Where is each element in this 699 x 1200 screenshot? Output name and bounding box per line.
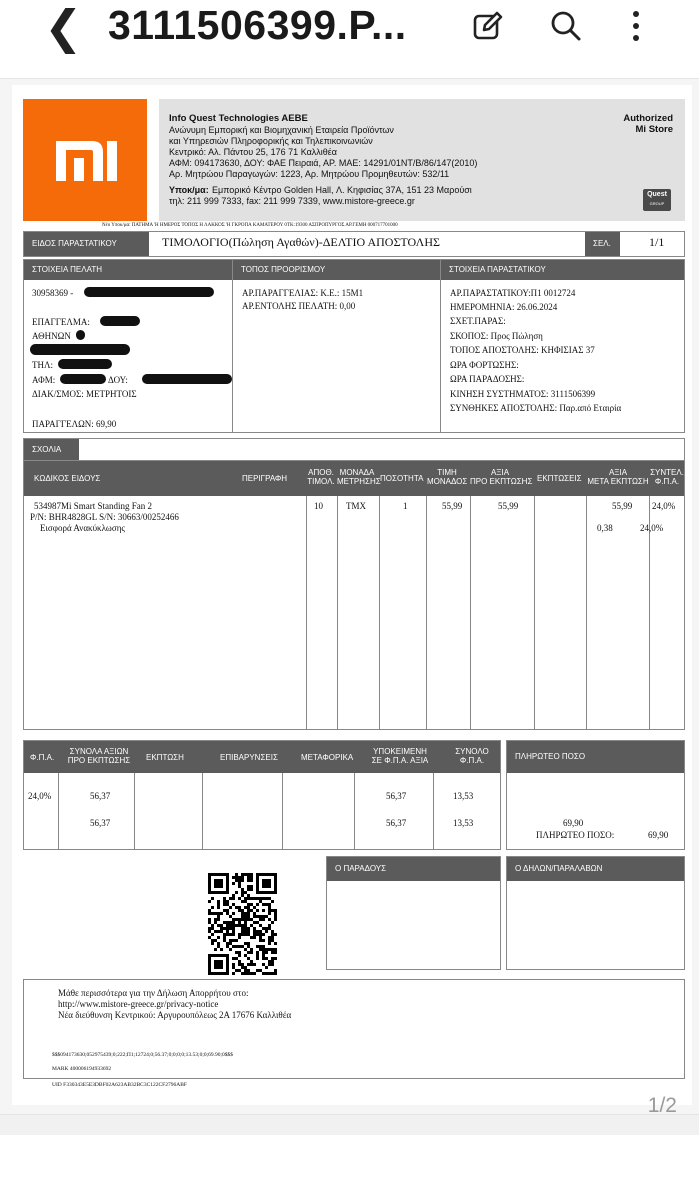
customer-header: ΣΤΟΙΧΕΙΑ ΠΕΛΑΤΗ (24, 260, 232, 280)
customer-phone: ΤΗΛ: (32, 360, 54, 370)
authorized-line-1: Authorized (623, 113, 673, 124)
item-qty: 1 (403, 501, 408, 511)
company-name: Info Quest Technologies AEBE (169, 113, 308, 124)
item-unit: TMX (346, 501, 366, 511)
redaction (58, 359, 112, 369)
doc-info-3: ΣΚΟΠΟΣ: Προς Πώληση (450, 331, 543, 341)
totals-col-vat-total: ΣΥΝΟΛΟ Φ.Π.Α. (455, 747, 489, 765)
redaction (76, 330, 85, 340)
page-indicator: 1/2 (647, 1094, 677, 1117)
doc-info-2: ΣΧΕΤ.ΠΑΡΑΣ: (450, 316, 506, 326)
item-value: 55,99 (498, 501, 519, 511)
uid-code: UID F330343E5E3DBF02A623AB32BC3C122CF2796ABF (52, 1082, 187, 1088)
edit-icon[interactable] (470, 8, 506, 44)
branch-line-1: Εμπορικό Κέντρο Golden Hall, Λ. Κηφισίας 37Α, 151 23 Μαρούσι (212, 185, 472, 195)
totals-col-charges: ΕΠΙΒΑΡΥΝΣΕΙΣ (220, 753, 278, 762)
destination-header: ΤΟΠΟΣ ΠΡΟΟΡΙΣΜΟΥ (233, 260, 440, 280)
new-branch-note: Νέο Υποκ/μα: ΠΑΤΗΜΑ 'Η ΗΜΕΡΟΣ ΤΟΠΟΣ Η ΛΑΚΚΟΣ 'Η ΓΚΡΟΠΑ ΚΑΜΑΤΕΡΟΥ 0ΤΚ:19300 ΑΣΠΡΟΠΥΡΓΟΣ ΑΡ.ΓΕΜΗ 000717701000 (102, 223, 398, 228)
branch-line-2: τηλ: 211 999 7333, fax: 211 999 7339, www.mistore-greece.gr (169, 196, 415, 206)
doc-type-label: ΕΙΔΟΣ ΠΑΡΑΣΤΑΤΙΚΟΥ (24, 232, 149, 256)
page-value: 1/1 (649, 235, 665, 249)
app-toolbar (0, 0, 699, 79)
item-recycling: Εισφορά Ανακύκλωσης (40, 523, 125, 533)
customer-code: 30958369 - (32, 288, 74, 298)
issuer-header: Ο ΠΑΡΑΔΟΥΣ (327, 857, 500, 881)
doc-info-6: ΩΡΑ ΠΑΡΑΔΟΣΗΣ: (450, 374, 525, 384)
col-unit: ΜΟΝΑΔΑ ΜΕΤΡΗΣΗΣ (337, 468, 381, 486)
privacy-line: Μάθε περισσότερα για την Δήλωση Απορρήτου στο: (58, 988, 249, 998)
customer-orders: ΠΑΡΑΓΓΕΛΩΝ: 69,90 (32, 419, 117, 429)
payable-label: ΠΛΗΡΩΤΕΟ ΠΟΣΟ: (536, 830, 615, 840)
totals-col-vat: Φ.Π.Α. (30, 753, 55, 762)
doc-info-1: ΗΜΕΡΟΜΗΝΙΑ: 26.06.2024 (450, 302, 558, 312)
totals-header (24, 741, 500, 773)
payable-total: 69,90 (648, 830, 669, 840)
customer-afm: ΑΦΜ: (32, 375, 56, 385)
item-price: 55,99 (442, 501, 463, 511)
back-arrow-icon[interactable]: ❮ (44, 0, 83, 54)
redaction (60, 374, 106, 384)
col-after-discount: ΑΞΙΑ ΜΕΤΑ ΕΚΠΤΩΣΗ (587, 468, 649, 486)
payable-value: 69,90 (563, 818, 584, 828)
col-value: ΑΞΙΑ ΠΡΟ ΕΚΠΤΩΣΗΣ (470, 468, 533, 486)
redaction (142, 374, 232, 384)
doc-info-5: ΩΡΑ ΦΟΡΤΩΣΗΣ: (450, 360, 519, 370)
totals-taxable-2: 56,37 (386, 818, 407, 828)
page-label: ΣΕΛ. (585, 232, 620, 256)
company-line-5: Αρ. Μητρώου Παραγωγών: 1223, Αρ. Μητρώου Προμηθευτών: 532/11 (169, 169, 450, 179)
privacy-url[interactable]: http://www.mistore-greece.gr/privacy-notice (58, 999, 219, 1009)
order-number: ΑΡ.ΠΑΡΑΓΓΕΛΙΑΣ: Κ.Ε.: 15Μ1 (242, 288, 364, 298)
file-title: 3111506399.P... (108, 2, 407, 48)
company-line-2: και Υπηρεσιών Πληροφορικής και Τηλεπικοινωνιών (169, 136, 373, 146)
document-info-header: ΣΤΟΙΧΕΙΑ ΠΑΡΑΣΤΑΤΙΚΟΥ (441, 260, 684, 280)
col-vat-rate: ΣΥΝΤΕΛ. Φ.Π.Α. (650, 468, 684, 486)
company-line-3: Κεντρικό: Αλ. Πάντου 25, 176 71 Καλλιθέα (169, 147, 338, 157)
fiscal-codes: $$$094173630;052975439;0;222;Π1;12724;0;56.37;0;0;0;0;13.53;0;0;69.90;0$$$ (52, 1052, 234, 1058)
doc-type-value: ΤΙΜΟΛΟΓΙΟ(Πώληση Αγαθών)-ΔΕΛΤΙΟ ΑΠΟΣΤΟΛΗΣ (162, 235, 440, 249)
item-stock: 10 (314, 501, 323, 511)
totals-col-taxable: ΥΠΟΚΕΙΜΕΝΗ ΣΕ Φ.Π.Α. ΑΞΙΑ (371, 747, 429, 765)
totals-col-sum: ΣΥΝΟΛΑ ΑΞΙΩΝ ΠΡΟ ΕΚΠΤΩΣΗΣ (67, 747, 131, 765)
customer-doy: ΔΟΥ: (108, 375, 128, 385)
document-viewer[interactable] (0, 79, 699, 1114)
customer-city: ΑΘΗΝΩΝ (32, 331, 71, 341)
customer-order: ΑΡ.ΕΝΤΟΛΗΣ ΠΕΛΑΤΗ: 0,00 (242, 301, 356, 311)
col-stock: ΑΠΟΘ. ΤΙΜΟΛ. (307, 468, 335, 486)
recycle-vat-rate: 24,0% (640, 523, 664, 533)
doc-info-4: ΤΟΠΟΣ ΑΠΟΣΤΟΛΗΣ: ΚΗΦΙΣΙΑΣ 37 (450, 345, 595, 355)
totals-vat-rate: 24,0% (28, 791, 52, 801)
bottom-bar (0, 1114, 699, 1135)
qr-code (208, 873, 279, 975)
col-description: ΠΕΡΙΓΡΑΦΗ (242, 474, 288, 483)
payable-header: ΠΛΗΡΩΤΕΟ ΠΟΣΟ (507, 741, 684, 773)
customer-profession: ΕΠΑΓΓΕΛΜΑ: (32, 317, 90, 327)
customer-payment: ΔΙΑΚ/ΣΜΟΣ: ΜΕΤΡΗΤΟΙΣ (32, 389, 137, 399)
totals-vat-2: 13,53 (453, 818, 474, 828)
company-line-4: ΑΦΜ: 094173630, ΔΟΥ: ΦΑΕ Πειραιά, ΑΡ. ΜΑΕ: 14291/01ΝΤ/Β/86/147(2010) (169, 158, 478, 168)
item-after-discount: 55,99 (612, 501, 633, 511)
more-vertical-icon[interactable] (618, 8, 654, 44)
col-price: ΤΙΜΗ ΜΟΝΑΔΟΣ (427, 468, 468, 486)
company-header (159, 99, 685, 221)
quest-group-logo: Quest GROUP (643, 189, 671, 211)
items-header (24, 461, 684, 496)
mark-number: MARK 400006194933692 (52, 1066, 112, 1072)
col-qty: ΠΟΣΟΤΗΤΑ (380, 474, 424, 483)
doc-info-7: ΚΙΝΗΣΗ ΣΥΣΤΗΜΑΤΟΣ: 3111506399 (450, 389, 596, 399)
authorized-line-2: Mi Store (635, 124, 673, 135)
item-vat-rate: 24,0% (652, 501, 676, 511)
branch-label: Υποκ/μα: (169, 185, 209, 195)
item-name: 534987Mi Smart Standing Fan 2 (34, 501, 153, 511)
totals-sum-2: 56,37 (90, 818, 111, 828)
col-discount: ΕΚΠΤΩΣΕΙΣ (537, 474, 582, 483)
mi-logo (23, 99, 147, 221)
totals-col-discount: ΕΚΠΤΩΣΗ (146, 753, 184, 762)
search-icon[interactable] (548, 8, 584, 44)
comments-header: ΣΧΟΛΙΑ (24, 439, 79, 460)
doc-info-0: ΑΡ.ΠΑΡΑΣΤΑΤΙΚΟΥ:Π1 0012724 (450, 288, 576, 298)
col-code: ΚΩΔΙΚΟΣ ΕΙΔΟΥΣ (34, 474, 101, 483)
totals-sum-1: 56,37 (90, 791, 111, 801)
item-serial: P/N: BHR4828GL S/N: 30663/00252466 (30, 512, 179, 522)
invoice-page (12, 85, 692, 1105)
doc-info-8: ΣΥΝΘΗΚΕΣ ΑΠΟΣΤΟΛΗΣ: Παρ.από Εταιρία (450, 403, 622, 413)
totals-vat-1: 13,53 (453, 791, 474, 801)
totals-col-freight: ΜΕΤΑΦΟΡΙΚΑ (301, 753, 354, 762)
redaction (84, 287, 214, 297)
redaction (30, 344, 130, 355)
receiver-header: Ο ΔΗΛΩΝ/ΠΑΡΑΛΑΒΩΝ (507, 857, 684, 881)
company-line-1: Ανώνυμη Εμπορική και Βιομηχανική Εταιρεία Προϊόντων (169, 125, 394, 135)
new-address: Νέα διεύθυνση Κεντρικού: Αργυρουπόλεως 2Α 17676 Καλλιθέα (58, 1010, 292, 1020)
redaction (100, 316, 140, 326)
recycle-value: 0,38 (597, 523, 613, 533)
totals-taxable-1: 56,37 (386, 791, 407, 801)
